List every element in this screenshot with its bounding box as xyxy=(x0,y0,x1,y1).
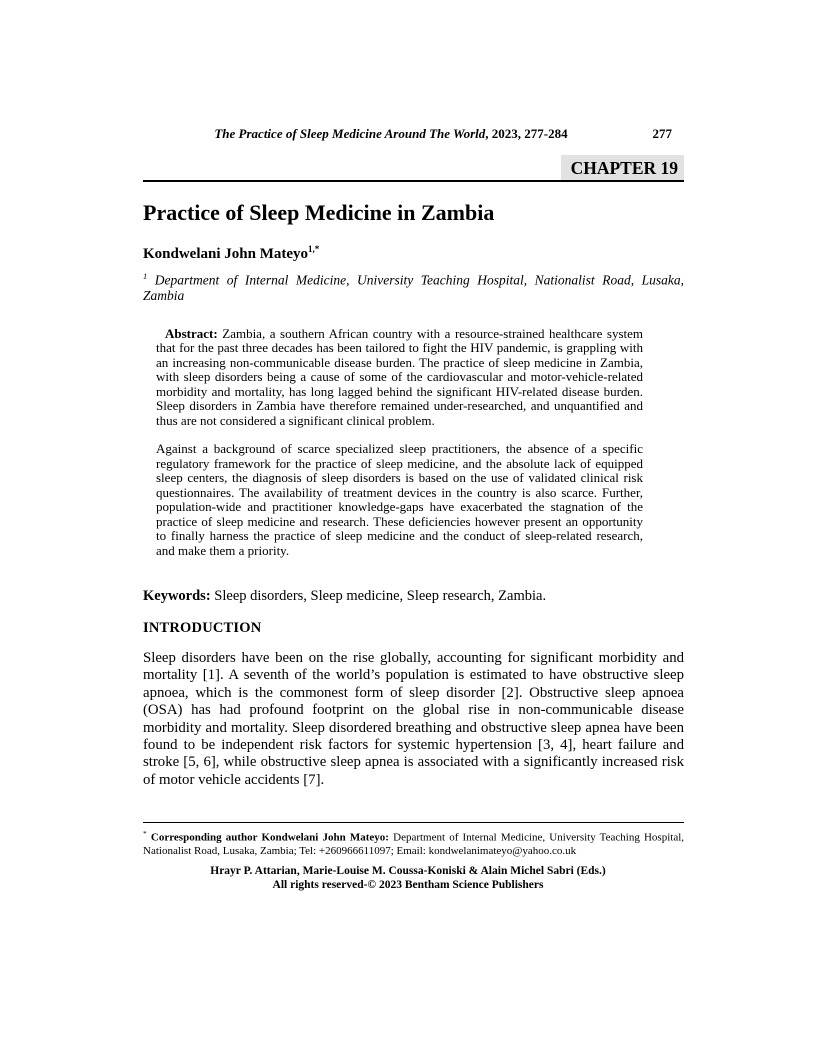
page-title: Practice of Sleep Medicine in Zambia xyxy=(143,200,495,225)
corresponding-author-footnote xyxy=(143,822,684,859)
chapter-badge: CHAPTER 19 xyxy=(561,155,684,180)
abstract-paragraph-1 xyxy=(156,327,643,429)
chapter-rule xyxy=(143,155,684,182)
running-head xyxy=(143,126,684,141)
author-superscript: 1,* xyxy=(308,244,320,254)
author-name xyxy=(143,241,684,263)
abstract-paragraph-2: Against a background of scarce specialized sleep practitioners, the absence of a specific regulatory framework for the practice of sleep medicine, and the absolute lack of equipped sleep centers, the diagnosis of sleep disorders is based on the use of validated clinical risk questionnaires. The availability of treatment devices in the country is also scarce. Further, population-wide and practitioner knowledge-gaps have exacerbated the stagnation of the practice of sleep medicine and research. These deficiencies however present an opportunity to finally harness the practice of sleep medicine and the conduct of sleep-related research, and make them a priority. xyxy=(156,441,643,558)
affiliation-marker: 1 xyxy=(143,271,148,281)
introduction-heading: INTRODUCTION xyxy=(143,620,262,636)
page-content xyxy=(143,126,684,789)
keywords-label: Keywords: xyxy=(143,588,211,604)
footnote-text: Department of Internal Medicine, University Teaching Hospital, Nationalist Road, Lusaka, Zambia; Tel: +260966611097; Email: kondwelanimateyo@yahoo.co.uk xyxy=(143,831,685,858)
keywords-line xyxy=(143,588,684,604)
footnote-label: Corresponding author Kondwelani John Mateyo: xyxy=(150,831,389,844)
abstract-paragraph-1-text: Zambia, a southern African country with a resource-strained healthcare system that for the past three decades has been tailored to fight the HIV pandemic, is grappling with an increasing non-communicable disease burden. The practice of sleep medicine in Zambia, with sleep disorders being a cause of some of the cardiovascular and motor-vehicle-related morbidity and mortality, has long lagged behind the significant HIV-related disease burden. Sleep disorders in Zambia have therefore remained under-researched, and unquantified and thus are not considered a significant clinical problem. xyxy=(156,325,644,428)
footer-rights: All rights reserved-© 2023 Bentham Science Publishers xyxy=(272,878,544,891)
footnote-marker: * xyxy=(143,829,147,838)
introduction-paragraph: Sleep disorders have been on the rise globally, accounting for significant morbidity and mortality [1]. A seventh of the world’s population is estimated to have obstructive sleep apnoea, which is the commonest form of sleep disorder [2]. Obstructive sleep apnoea (OSA) has had profound footprint on the global rise in non-communicable disease morbidity and mortality. Sleep disordered breathing and obstructive sleep apnea have been found to be independent risk factors for systemic hypertension [3, 4], heart failure and stroke [5, 6], while obstructive sleep apnea is associated with a significantly increased risk of motor vehicle accidents [7]. xyxy=(143,650,684,788)
affiliation-text: Department of Internal Medicine, University Teaching Hospital, Nationalist Road, Lusaka, Zambia xyxy=(143,272,684,303)
footer-editors: Hrayr P. Attarian, Marie-Louise M. Coussa-Koniski & Alain Michel Sabri (Eds.) xyxy=(210,865,606,877)
running-title xyxy=(143,126,639,141)
running-title-citation: , 2023, 277-284 xyxy=(485,126,568,141)
abstract-block xyxy=(156,327,643,559)
author-affiliation xyxy=(143,269,684,303)
author-name-text: Kondwelani John Mateyo xyxy=(143,246,309,262)
abstract-label: Abstract: xyxy=(165,325,218,341)
page-number: 277 xyxy=(652,126,672,141)
page-footer xyxy=(0,865,816,892)
keywords-text: Sleep disorders, Sleep medicine, Sleep research, Zambia. xyxy=(214,588,547,604)
running-title-journal: The Practice of Sleep Medicine Around The World xyxy=(214,126,486,141)
